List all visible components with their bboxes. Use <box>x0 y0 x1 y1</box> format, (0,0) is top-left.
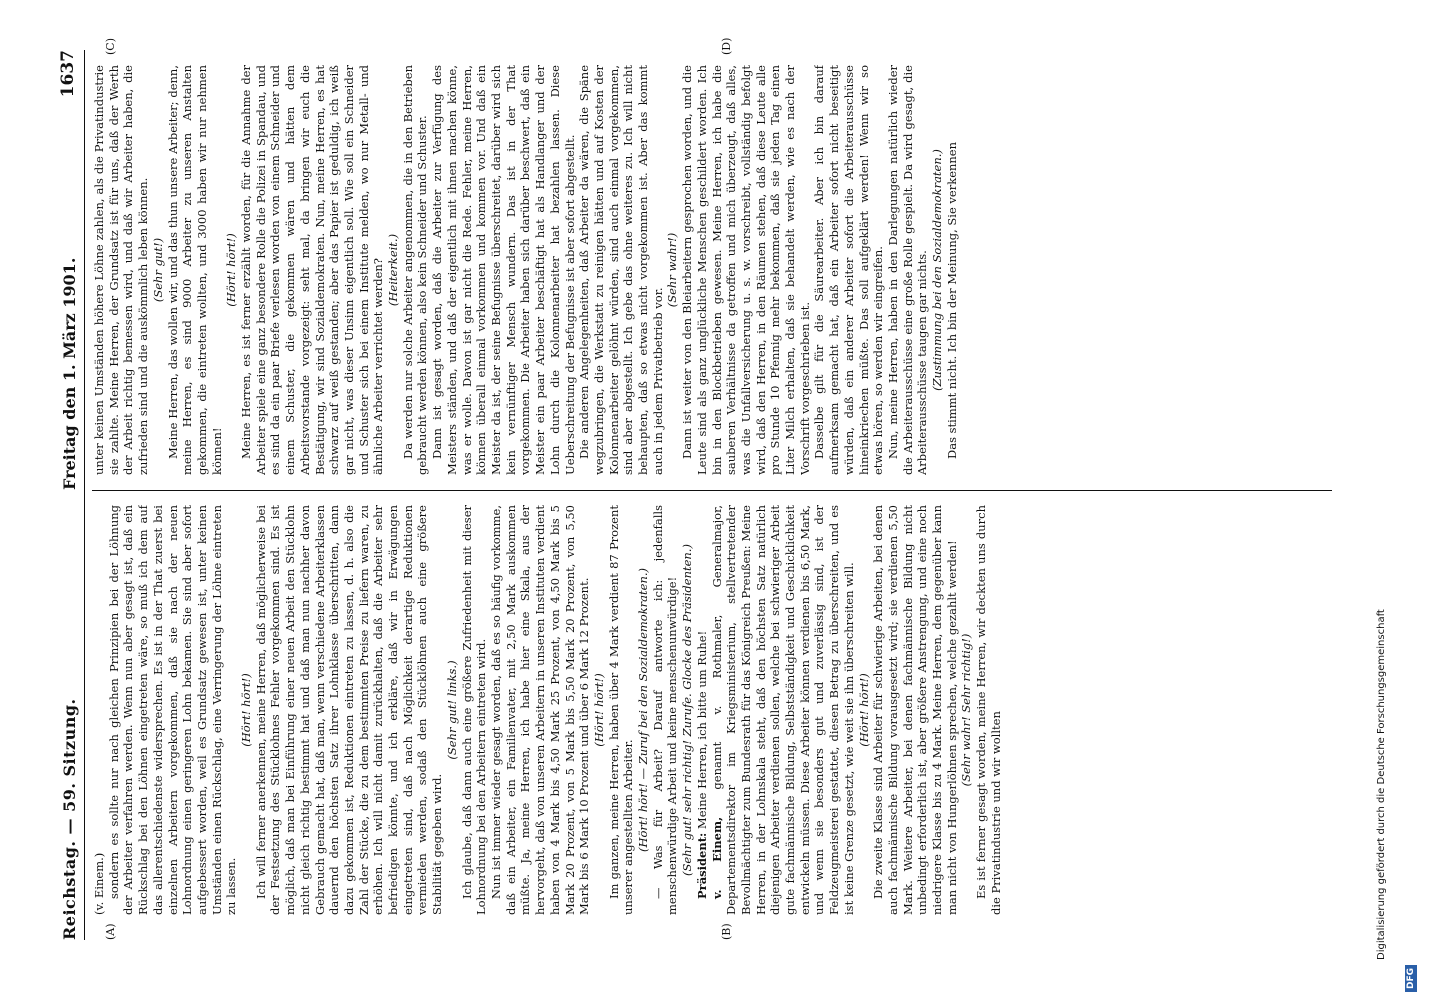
interjection: (Hört! hört!) <box>224 233 239 307</box>
digitization-note: Digitalisierung gefördert durch die Deutsche Forschungsgemeinschaft <box>1376 609 1387 960</box>
header-left: Reichstag. — 59. Sitzung. <box>60 698 79 940</box>
paragraph: Die zweite Klasse sind Arbeiter für schwierige Arbeiten, bei denen auch fachmännische Bildung vorausgesetzt wird; sie verdienen 5,50 Mark. Weitere Arbeiter, bei denen fachmännische Bildung nicht unbedingt erforderlich ist, aber größere Anstrengung, und eine noch niedrigere Klasse bis zu 4 Mark. Meine Herren, dem gegenüber kann man nicht von Hungerlöhnen sprechen, welche gezahlt werden! <box>871 505 959 915</box>
dfg-logo: DFG <box>1405 965 1417 992</box>
margin-marker-a: (A) <box>104 923 117 940</box>
margin-marker-d: (D) <box>720 37 733 55</box>
paragraph: Da werden nur solche Arbeiter angenommen, die in den Betrieben gebraucht werden können, also kein Schneider und Schuster. <box>400 65 430 475</box>
paragraph: sondern es sollte nur nach gleichen Prinzipien bei der Löhnung der Arbeiter verfahren werden. Wenn nun aber gesagt ist, daß ein Rückschlag bei den Löhnen eingetreten wäre, so muß ich dem auf das allerentschiedenste widersprechen. Es ist in der That zuerst bei einzelnen Arbeitern vorgekommen, daß sie nach der neuen Lohnordnung einen geringeren Lohn bekamen. Sie sind aber sofort aufgebessert worden, weil es Grundsatz gewesen ist, unter keinen Umständen einen Rückschlag, eine Verringerung der Löhne eintreten zu lassen. <box>106 505 239 915</box>
interjection: (Sehr gut!) <box>150 237 165 303</box>
paragraph: Im ganzen, meine Herren, haben über 4 Mark verdient 87 Prozent unserer angestellten Arbeiter. <box>606 505 636 915</box>
margin-marker-b: (B) <box>720 923 733 940</box>
paragraph: Das stimmt nicht. Ich bin der Meinung, Sie verkennen <box>944 141 959 459</box>
president-statement <box>695 505 710 915</box>
paragraph: Es ist ferner gesagt worden, meine Herren, wir deckten uns durch die Privatindustrie und wir wollten <box>974 505 1003 915</box>
page-header <box>58 50 85 940</box>
paragraph: Die anderen Angelegenheiten, daß Arbeiter da wären, die Späne wegzubringen, die Werkstatt zu reinigen hätten und auf Kosten der Kolonnenarbeiter gelöhnt würden, sind auch einmal vorgekommen, sind aber abgestellt. Ich gebe das ohne weiteres zu. Ich will nicht behaupten, daß so etwas nicht vorgekommen ist. Aber das kommt auch in jedem Privatbetrieb vor. <box>577 65 665 475</box>
interjection: (Hört! hört!) <box>591 673 606 747</box>
interjection: (Zustimmung bei den Sozialdemokraten.) <box>930 149 945 391</box>
paragraph: Nun ist immer wieder gesagt worden, daß es so häufig vorkomme, daß ein Arbeiter, ein Familienvater, mit 2,50 Mark auskommen müßte. Ja, meine Herren, ich habe hier eine Skala, aus der hervorgeht, daß von unseren Arbeitern in unseren Instituten verdient haben von 4 Mark bis 4,50 Mark 25 Prozent, von 4,50 Mark bis 5 Mark 20 Prozent, von 5 Mark bis 5,50 Mark 20 Prozent, von 5,50 Mark bis 6 Mark 10 Prozent und über 6 Mark 12 Prozent. <box>488 505 592 915</box>
paragraph: Dann ist weiter von den Bleiarbeitern gesprochen worden, und die Leute sind als ganz unglückliche Menschen geschildert worden. Ich bin in den Blockbetrieben gewesen. Meine Herren, ich habe die sauberen Verhältnisse da getroffen und mich überzeugt, daß alles, was die Unfallversicherung u. s. w. vorschreibt, vollständig befolgt wird, daß den Herren, in den Räumen stehen, daß diese Leute alle pro Stunde 10 Pfennig mehr bekommen, daß sie jeden Tag einen Liter Milch erhalten, daß sie behandelt werden, wie es nach der Vorschrift vorgeschrieben ist. <box>680 65 812 475</box>
right-column <box>92 65 1337 475</box>
interjection: (Hört! hört!) <box>856 673 871 747</box>
paragraph: Ich glaube, daß dann auch eine größere Zufriedenheit mit dieser Lohnordnung bei den Arbeitern eintreten wird. <box>459 505 489 915</box>
interjection: (Heiterkeit.) <box>386 233 401 307</box>
paragraph: — Was für Arbeit? Darauf antworte ich: jedenfalls menschenwürdige Arbeit und keine menschenunwürdige! <box>650 505 680 915</box>
statement-text: genannt v. Rothmaler, Generalmajor, Departementsdirektor im Kriegsministerium, stellvertretender Bevollmächtigter zum Bundesrath für das Königreich Preußen: Meine Herren, in der Lohnskala steht, daß den höchsten Satz natürlich diejenigen Arbeiter verdienen sollen, welche bei schwieriger Arbeit gute fachmännische Bildung, Selbstständigkeit und Geschicklichkeit entwickeln müssen. Diese Arbeiter können verdienen bis 6,50 Mark, und wenn sie besonders gut und zuverlässig sind, ist der Feldzeugmeisterei gestattet, diesen Betrag zu überschreiten, und es ist keine Grenze gesetzt, wie weit sie ihn überschreiten will. <box>709 505 856 915</box>
column-divider <box>92 490 1332 491</box>
interjection: (Sehr gut! sehr richtig! Zurufe. Glocke des Präsidenten.) <box>680 544 695 876</box>
paragraph: Meine Herren, das wollen wir, und das thun unsere Arbeiter; denn, meine Herren, es sind 9000 Arbeiter zu unseren Anstalten gekommen, die eintreten wollten, und 3000 haben wir nur nehmen können! <box>165 65 224 475</box>
page-number: 1637 <box>58 50 78 98</box>
speaker-label: Präsident: <box>694 832 709 899</box>
margin-marker-c: (C) <box>104 38 117 55</box>
interjection: (Sehr wahr!) <box>665 232 680 308</box>
speaker-statement <box>710 505 857 915</box>
paragraph: Nun, meine Herren, haben in den Darlegungen natürlich wieder die Arbeiterausschüsse eine große Rolle gespielt. Da wird gesagt, die Arbeiterausschüsse taugen gar nichts. <box>885 65 930 475</box>
header-date: Freitag den 1. März 1901. <box>60 257 79 490</box>
paragraph: Dasselbe gilt für die Säurearbeiter. Aber ich bin darauf aufmerksam gemacht hat, daß ein Arbeiter sofort nicht beseitigt würden, daß ein anderer Arbeiter sofort die Arbeiterausschüsse hineinkriechen müßte. Das soll aufgeklärt werden! Wenn wir so etwas hören, so werden wir eingreifen. <box>812 65 886 475</box>
paragraph: unter keinen Umständen höhere Löhne zahlen, als die Privatindustrie sie zahlte. Meine Herren, der Grundsatz ist für uns, daß der Werth der Arbeit richtig bemessen wird, und daß wir Arbeiter haben, die zufrieden sind und die auskömmlich leben können. <box>92 65 151 475</box>
speaker-tag: (v. Einem.) <box>92 852 106 915</box>
interjection: (Sehr wahr! Sehr richtig!) <box>959 633 974 787</box>
paragraph: Dann ist gesagt worden, daß die Arbeiter zur Verfügung des Meisters ständen, und daß der eigentlich mit ihnen machen könne, was er wolle. Davon ist gar nicht die Rede. Fehler, meine Herren, können überall einmal vorkommen und kommen vor. Und daß ein Meister da ist, der seine Befugnisse überschreitet, darüber wird sich kein vernünftiger Mensch wundern. Das ist in der That vorgekommen. Die Arbeiter haben sich darüber beschwert, daß ein Meister ein paar Arbeiter beschäftigt hat als Handlanger und der Lohn durch die Kolonnenarbeiter hat bezahlen lassen. Diese Ueberschreitung der Befugnisse ist aber sofort abgestellt. <box>430 65 577 475</box>
interjection: (Hört! hört!) <box>239 673 254 747</box>
paragraph: Meine Herren, es ist ferner erzählt worden, für die Annahme der Arbeiter spiele eine ganz besondere Rolle die Polizei in Spandau, und es sind da ein paar Briefe verlesen worden von einem Schneider und einem Schuster, die gekommen wären und hätten dem Arbeitsvorstande vorgezeigt: seht mal, da bringen wir euch die Bestätigung, wir sind Sozialdemokraten. Nun, meine Herren, es hat schwarz auf weiß gestanden; aber das Papier ist geduldig, ich weiß gar nicht, was dieser Unsinn eigentlich soll. Wie soll ein Schneider und Schuster sich bei einem Institute melden, wo nur Metall- und ähnliche Arbeiter verrichtet werden? <box>239 65 386 475</box>
statement-text: Meine Herren, ich bitte um Ruhe! <box>694 630 709 830</box>
interjection: (Hört! hört! — Zuruf bei den Sozialdemokraten.) <box>636 567 651 853</box>
interjection: (Sehr gut! links.) <box>444 660 459 760</box>
speaker-label: v. Einem, <box>709 816 724 899</box>
left-column <box>92 505 1337 915</box>
paragraph: Ich will ferner anerkennen, meine Herren, daß möglicherweise bei der Festsetzung des Stücklohnes Fehler vorgekommen sind. Es ist möglich, daß man bei Einführung einer neuen Arbeit den Stücklohn nicht gleich richtig bestimmt hat und daß man nun nachher davon Gebrauch gemacht hat, daß man, wenn verschiedene Arbeiterklassen dauernd den höchsten Satz ihrer Lohnklasse überschritten, dann dazu gekommen ist, Reduktionen eintreten zu lassen, d. h. also die Zahl der Stücke, die zu dem bestimmten Preise zu liefern waren, zu erhöhen. Ich will nicht damit zurückhalten, daß die Arbeiter sehr befriedigen könnte, und ich erkläre, daß wir in Erwägungen eingetreten sind, daß nach Möglichkeit derartige Reduktionen vermieden werden, sodaß den Stücklöhnen auch eine größere Stabilität gegeben wird. <box>253 505 445 915</box>
